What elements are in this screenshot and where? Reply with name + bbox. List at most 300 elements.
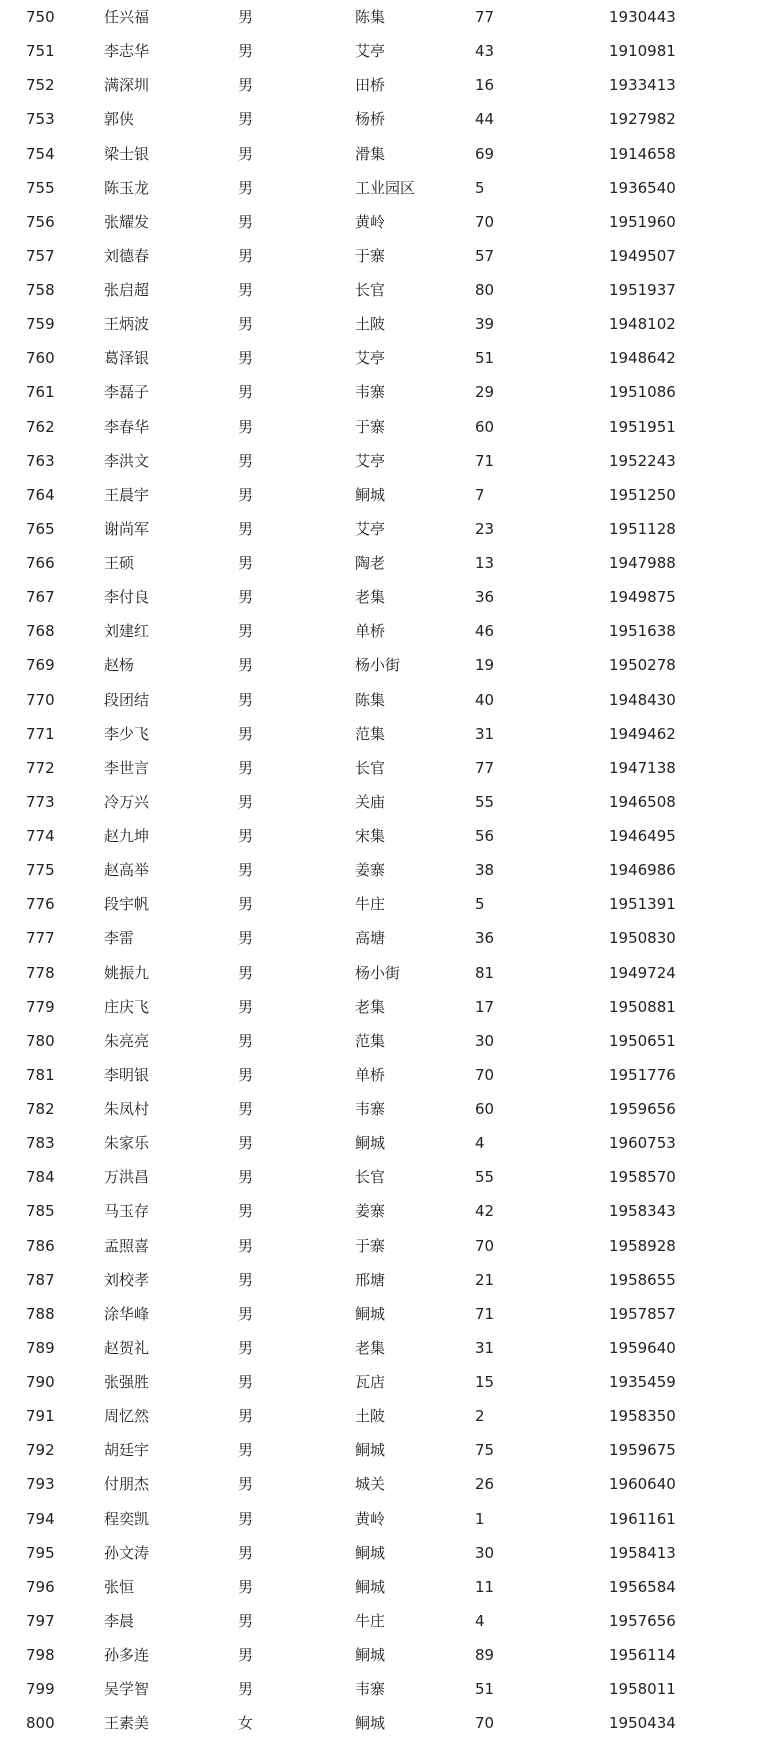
- row-number: 790: [26, 1373, 55, 1391]
- table-row: [0, 819, 759, 853]
- id-cell: 1959640: [609, 1338, 676, 1357]
- gender-cell: 男: [238, 1373, 254, 1391]
- table-row: [0, 853, 759, 887]
- name-cell: 李付良: [104, 588, 150, 607]
- gender-cell: 男: [238, 929, 254, 948]
- gender-cell: 男: [238, 1304, 254, 1323]
- gender-cell: 男: [238, 1100, 254, 1118]
- township-cell: 杨小街: [355, 656, 401, 675]
- township-cell: 杨桥: [355, 110, 386, 129]
- township-cell: 于寨: [355, 1236, 386, 1255]
- township-cell: 陶老: [355, 554, 386, 572]
- township-cell: 艾亭: [355, 451, 386, 470]
- table-row: [0, 1570, 759, 1604]
- gender-cell: 男: [238, 1168, 254, 1187]
- id-cell: 1949462: [609, 724, 676, 743]
- row-number: 789: [26, 1338, 55, 1357]
- township-cell: 杨小街: [355, 963, 401, 982]
- row-number: 769: [26, 656, 55, 675]
- id-cell: 1927982: [609, 110, 676, 129]
- gender-cell: 男: [238, 1407, 254, 1426]
- count-cell: 4: [475, 1611, 485, 1630]
- id-cell: 1951951: [609, 417, 676, 436]
- row-number: 776: [26, 895, 55, 914]
- row-number: 795: [26, 1543, 55, 1562]
- id-cell: 1935459: [609, 1373, 676, 1391]
- table-row: [0, 1160, 759, 1194]
- name-cell: 郭侠: [104, 110, 135, 129]
- id-cell: 1930443: [609, 8, 676, 26]
- count-cell: 26: [475, 1475, 495, 1494]
- name-cell: 李春华: [104, 417, 150, 436]
- row-number: 767: [26, 588, 55, 607]
- table-row: [0, 717, 759, 751]
- township-cell: 长官: [355, 1168, 386, 1187]
- count-cell: 31: [475, 1338, 495, 1357]
- id-cell: 1949724: [609, 963, 676, 982]
- name-cell: 张强胜: [104, 1373, 150, 1391]
- gender-cell: 男: [238, 1543, 254, 1562]
- table-row: [0, 1672, 759, 1706]
- township-cell: 瓦店: [355, 1373, 386, 1391]
- id-cell: 1952243: [609, 451, 676, 470]
- name-cell: 李明银: [104, 1065, 150, 1084]
- gender-cell: 男: [238, 963, 254, 982]
- name-cell: 涂华峰: [104, 1304, 150, 1323]
- count-cell: 56: [475, 827, 495, 845]
- count-cell: 77: [475, 8, 495, 26]
- township-cell: 鲖城: [355, 1134, 386, 1153]
- id-cell: 1951086: [609, 383, 676, 402]
- township-cell: 单桥: [355, 1065, 386, 1084]
- township-cell: 老集: [355, 997, 386, 1016]
- name-cell: 王硕: [104, 554, 135, 572]
- row-number: 750: [26, 8, 55, 26]
- count-cell: 42: [475, 1202, 495, 1221]
- township-cell: 老集: [355, 588, 386, 607]
- township-cell: 陈集: [355, 690, 386, 709]
- township-cell: 鲖城: [355, 1543, 386, 1562]
- gender-cell: 男: [238, 383, 254, 402]
- gender-cell: 男: [238, 42, 254, 61]
- table-row: [0, 1126, 759, 1160]
- township-cell: 于寨: [355, 417, 386, 436]
- gender-cell: 男: [238, 417, 254, 436]
- name-cell: 葛泽银: [104, 349, 150, 368]
- table-row: [0, 34, 759, 68]
- row-number: 791: [26, 1407, 55, 1426]
- table-row: [0, 341, 759, 375]
- name-cell: 王素美: [104, 1714, 150, 1733]
- count-cell: 69: [475, 144, 495, 163]
- township-cell: 长官: [355, 758, 386, 777]
- row-number: 799: [26, 1680, 55, 1699]
- row-number: 793: [26, 1475, 55, 1494]
- township-cell: 姜寨: [355, 1202, 386, 1221]
- name-cell: 梁士银: [104, 144, 150, 163]
- count-cell: 55: [475, 792, 495, 811]
- name-cell: 刘德春: [104, 246, 150, 265]
- gender-cell: 男: [238, 1577, 254, 1596]
- table-row: [0, 546, 759, 580]
- township-cell: 韦寨: [355, 383, 386, 402]
- id-cell: 1946495: [609, 827, 676, 845]
- id-cell: 1950651: [609, 1031, 676, 1050]
- township-cell: 老集: [355, 1338, 386, 1357]
- id-cell: 1947988: [609, 554, 676, 572]
- row-number: 757: [26, 246, 55, 265]
- name-cell: 李雷: [104, 929, 135, 948]
- gender-cell: 男: [238, 1646, 254, 1664]
- gender-cell: 男: [238, 1441, 254, 1460]
- row-number: 766: [26, 554, 55, 572]
- id-cell: 1958655: [609, 1270, 676, 1289]
- count-cell: 71: [475, 451, 495, 470]
- row-number: 752: [26, 76, 55, 95]
- gender-cell: 男: [238, 997, 254, 1016]
- gender-cell: 男: [238, 519, 254, 538]
- name-cell: 赵九坤: [104, 827, 150, 845]
- name-cell: 李磊子: [104, 383, 150, 402]
- id-cell: 1958570: [609, 1168, 676, 1187]
- township-cell: 范集: [355, 1031, 386, 1050]
- row-number: 762: [26, 417, 55, 436]
- gender-cell: 女: [238, 1714, 254, 1733]
- name-cell: 段宇帆: [104, 895, 150, 914]
- township-cell: 高塘: [355, 929, 386, 948]
- township-cell: 姜寨: [355, 861, 386, 880]
- id-cell: 1960753: [609, 1134, 676, 1153]
- table-row: [0, 0, 759, 34]
- row-number: 794: [26, 1509, 55, 1528]
- row-number: 772: [26, 758, 55, 777]
- row-number: 784: [26, 1168, 55, 1187]
- name-cell: 赵高举: [104, 861, 150, 880]
- table-row: [0, 887, 759, 921]
- gender-cell: 男: [238, 792, 254, 811]
- name-cell: 满深圳: [104, 76, 150, 95]
- count-cell: 51: [475, 349, 495, 368]
- name-cell: 王炳波: [104, 315, 150, 334]
- gender-cell: 男: [238, 212, 254, 231]
- count-cell: 16: [475, 76, 495, 95]
- count-cell: 60: [475, 417, 495, 436]
- table-row: [0, 1194, 759, 1228]
- township-cell: 鲖城: [355, 1304, 386, 1323]
- id-cell: 1957857: [609, 1304, 676, 1323]
- row-number: 798: [26, 1646, 55, 1664]
- row-number: 763: [26, 451, 55, 470]
- township-cell: 牛庄: [355, 895, 386, 914]
- gender-cell: 男: [238, 1202, 254, 1221]
- id-cell: 1948430: [609, 690, 676, 709]
- township-cell: 艾亭: [355, 42, 386, 61]
- row-number: 771: [26, 724, 55, 743]
- count-cell: 5: [475, 178, 485, 197]
- row-number: 787: [26, 1270, 55, 1289]
- table-row: [0, 580, 759, 614]
- count-cell: 43: [475, 42, 495, 61]
- table-row: [0, 990, 759, 1024]
- gender-cell: 男: [238, 758, 254, 777]
- gender-cell: 男: [238, 656, 254, 675]
- township-cell: 滑集: [355, 144, 386, 163]
- row-number: 783: [26, 1134, 55, 1153]
- row-number: 765: [26, 519, 55, 538]
- table-row: [0, 1433, 759, 1467]
- name-cell: 李洪文: [104, 451, 150, 470]
- row-number: 800: [26, 1714, 55, 1733]
- township-cell: 韦寨: [355, 1680, 386, 1699]
- count-cell: 39: [475, 315, 495, 334]
- gender-cell: 男: [238, 76, 254, 95]
- table-row: [0, 921, 759, 955]
- gender-cell: 男: [238, 1338, 254, 1357]
- row-number: 753: [26, 110, 55, 129]
- name-cell: 陈玉龙: [104, 178, 150, 197]
- row-number: 786: [26, 1236, 55, 1255]
- count-cell: 70: [475, 1714, 495, 1733]
- row-number: 773: [26, 792, 55, 811]
- table-row: [0, 478, 759, 512]
- township-cell: 陈集: [355, 8, 386, 26]
- id-cell: 1956584: [609, 1577, 676, 1596]
- gender-cell: 男: [238, 622, 254, 641]
- township-cell: 鲖城: [355, 1441, 386, 1460]
- table-row: [0, 785, 759, 819]
- row-number: 779: [26, 997, 55, 1016]
- name-cell: 孙文涛: [104, 1543, 150, 1562]
- township-cell: 韦寨: [355, 1100, 386, 1118]
- name-cell: 李少飞: [104, 724, 150, 743]
- row-number: 792: [26, 1441, 55, 1460]
- count-cell: 1: [475, 1509, 485, 1528]
- row-number: 785: [26, 1202, 55, 1221]
- gender-cell: 男: [238, 690, 254, 709]
- count-cell: 31: [475, 724, 495, 743]
- id-cell: 1951937: [609, 281, 676, 299]
- gender-cell: 男: [238, 827, 254, 845]
- table-row: [0, 956, 759, 990]
- id-cell: 1951638: [609, 622, 676, 641]
- township-cell: 牛庄: [355, 1611, 386, 1630]
- gender-cell: 男: [238, 144, 254, 163]
- id-cell: 1959675: [609, 1441, 676, 1460]
- count-cell: 70: [475, 1236, 495, 1255]
- count-cell: 51: [475, 1680, 495, 1699]
- name-cell: 赵贺礼: [104, 1338, 150, 1357]
- count-cell: 89: [475, 1646, 495, 1664]
- township-cell: 艾亭: [355, 519, 386, 538]
- row-number: 780: [26, 1031, 55, 1050]
- gender-cell: 男: [238, 588, 254, 607]
- count-cell: 7: [475, 485, 485, 504]
- township-cell: 鲖城: [355, 1714, 386, 1733]
- name-cell: 周忆然: [104, 1407, 150, 1426]
- row-number: 770: [26, 690, 55, 709]
- count-cell: 13: [475, 554, 495, 572]
- name-cell: 朱家乐: [104, 1134, 150, 1153]
- row-number: 778: [26, 963, 55, 982]
- township-cell: 土陂: [355, 1407, 386, 1426]
- name-cell: 马玉存: [104, 1202, 150, 1221]
- table-row: [0, 1297, 759, 1331]
- table-row: [0, 375, 759, 409]
- table-row: [0, 1536, 759, 1570]
- gender-cell: 男: [238, 485, 254, 504]
- id-cell: 1961161: [609, 1509, 676, 1528]
- count-cell: 11: [475, 1577, 495, 1596]
- id-cell: 1949875: [609, 588, 676, 607]
- count-cell: 36: [475, 929, 495, 948]
- gender-cell: 男: [238, 1270, 254, 1289]
- count-cell: 2: [475, 1407, 485, 1426]
- id-cell: 1958011: [609, 1680, 676, 1699]
- id-cell: 1951960: [609, 212, 676, 231]
- table-row: [0, 751, 759, 785]
- gender-cell: 男: [238, 315, 254, 334]
- count-cell: 5: [475, 895, 485, 914]
- row-number: 755: [26, 178, 55, 197]
- township-cell: 长官: [355, 281, 386, 299]
- name-cell: 朱亮亮: [104, 1031, 150, 1050]
- gender-cell: 男: [238, 1065, 254, 1084]
- id-cell: 1950881: [609, 997, 676, 1016]
- row-number: 782: [26, 1100, 55, 1118]
- id-cell: 1948642: [609, 349, 676, 368]
- row-number: 759: [26, 315, 55, 334]
- id-cell: 1959656: [609, 1100, 676, 1118]
- count-cell: 70: [475, 1065, 495, 1084]
- count-cell: 57: [475, 246, 495, 265]
- gender-cell: 男: [238, 1680, 254, 1699]
- township-cell: 单桥: [355, 622, 386, 641]
- gender-cell: 男: [238, 1509, 254, 1528]
- name-cell: 吴学智: [104, 1680, 150, 1699]
- count-cell: 29: [475, 383, 495, 402]
- row-number: 758: [26, 281, 55, 299]
- row-number: 781: [26, 1065, 55, 1084]
- id-cell: 1950278: [609, 656, 676, 675]
- name-cell: 张启超: [104, 281, 150, 299]
- gender-cell: 男: [238, 110, 254, 129]
- table-row: [0, 68, 759, 102]
- gender-cell: 男: [238, 8, 254, 26]
- table-row: [0, 683, 759, 717]
- table-row: [0, 1229, 759, 1263]
- township-cell: 土陂: [355, 315, 386, 334]
- id-cell: 1958928: [609, 1236, 676, 1255]
- gender-cell: 男: [238, 724, 254, 743]
- table-row: [0, 137, 759, 171]
- name-cell: 赵杨: [104, 656, 135, 675]
- id-cell: 1914658: [609, 144, 676, 163]
- row-number: 788: [26, 1304, 55, 1323]
- id-cell: 1950830: [609, 929, 676, 948]
- name-cell: 孙多连: [104, 1646, 150, 1664]
- township-cell: 黄岭: [355, 1509, 386, 1528]
- township-cell: 鲖城: [355, 1646, 386, 1664]
- row-number: 796: [26, 1577, 55, 1596]
- township-cell: 鲖城: [355, 1577, 386, 1596]
- count-cell: 21: [475, 1270, 495, 1289]
- name-cell: 刘建红: [104, 622, 150, 641]
- table-row: [0, 1467, 759, 1501]
- count-cell: 80: [475, 281, 495, 299]
- gender-cell: 男: [238, 1611, 254, 1630]
- name-cell: 姚振九: [104, 963, 150, 982]
- table-row: [0, 1706, 759, 1740]
- id-cell: 1949507: [609, 246, 676, 265]
- row-number: 754: [26, 144, 55, 163]
- gender-cell: 男: [238, 1031, 254, 1050]
- township-cell: 于寨: [355, 246, 386, 265]
- id-cell: 1951128: [609, 519, 676, 538]
- id-cell: 1951776: [609, 1065, 676, 1084]
- table-row: [0, 648, 759, 682]
- row-number: 760: [26, 349, 55, 368]
- table-row: [0, 1365, 759, 1399]
- township-cell: 工业园区: [355, 178, 416, 197]
- township-cell: 城关: [355, 1475, 386, 1494]
- name-cell: 胡廷宇: [104, 1441, 150, 1460]
- count-cell: 70: [475, 212, 495, 231]
- gender-cell: 男: [238, 281, 254, 299]
- name-cell: 段团结: [104, 690, 150, 709]
- township-cell: 宋集: [355, 827, 386, 845]
- count-cell: 55: [475, 1168, 495, 1187]
- gender-cell: 男: [238, 451, 254, 470]
- count-cell: 36: [475, 588, 495, 607]
- table-row: [0, 1058, 759, 1092]
- row-number: 777: [26, 929, 55, 948]
- table-row: [0, 102, 759, 136]
- table-row: [0, 1331, 759, 1365]
- table-row: [0, 1092, 759, 1126]
- table-row: [0, 614, 759, 648]
- name-cell: 程奕凯: [104, 1509, 150, 1528]
- id-cell: 1958413: [609, 1543, 676, 1562]
- table-row: [0, 239, 759, 273]
- township-cell: 范集: [355, 724, 386, 743]
- gender-cell: 男: [238, 1134, 254, 1153]
- name-cell: 冷万兴: [104, 792, 150, 811]
- name-cell: 万洪昌: [104, 1168, 150, 1187]
- count-cell: 17: [475, 997, 495, 1016]
- id-cell: 1933413: [609, 76, 676, 95]
- id-cell: 1951391: [609, 895, 676, 914]
- count-cell: 19: [475, 656, 495, 675]
- table-row: [0, 171, 759, 205]
- township-cell: 黄岭: [355, 212, 386, 231]
- count-cell: 46: [475, 622, 495, 641]
- name-cell: 李晨: [104, 1611, 135, 1630]
- name-cell: 张恒: [104, 1577, 135, 1596]
- table-row: [0, 1604, 759, 1638]
- count-cell: 44: [475, 110, 495, 129]
- gender-cell: 男: [238, 1236, 254, 1255]
- township-cell: 鲖城: [355, 485, 386, 504]
- id-cell: 1957656: [609, 1611, 676, 1630]
- table-row: [0, 1263, 759, 1297]
- id-cell: 1956114: [609, 1646, 676, 1664]
- count-cell: 23: [475, 519, 495, 538]
- row-number: 797: [26, 1611, 55, 1630]
- row-number: 751: [26, 42, 55, 61]
- gender-cell: 男: [238, 554, 254, 572]
- name-cell: 王晨宇: [104, 485, 150, 504]
- township-cell: 邢塘: [355, 1270, 386, 1289]
